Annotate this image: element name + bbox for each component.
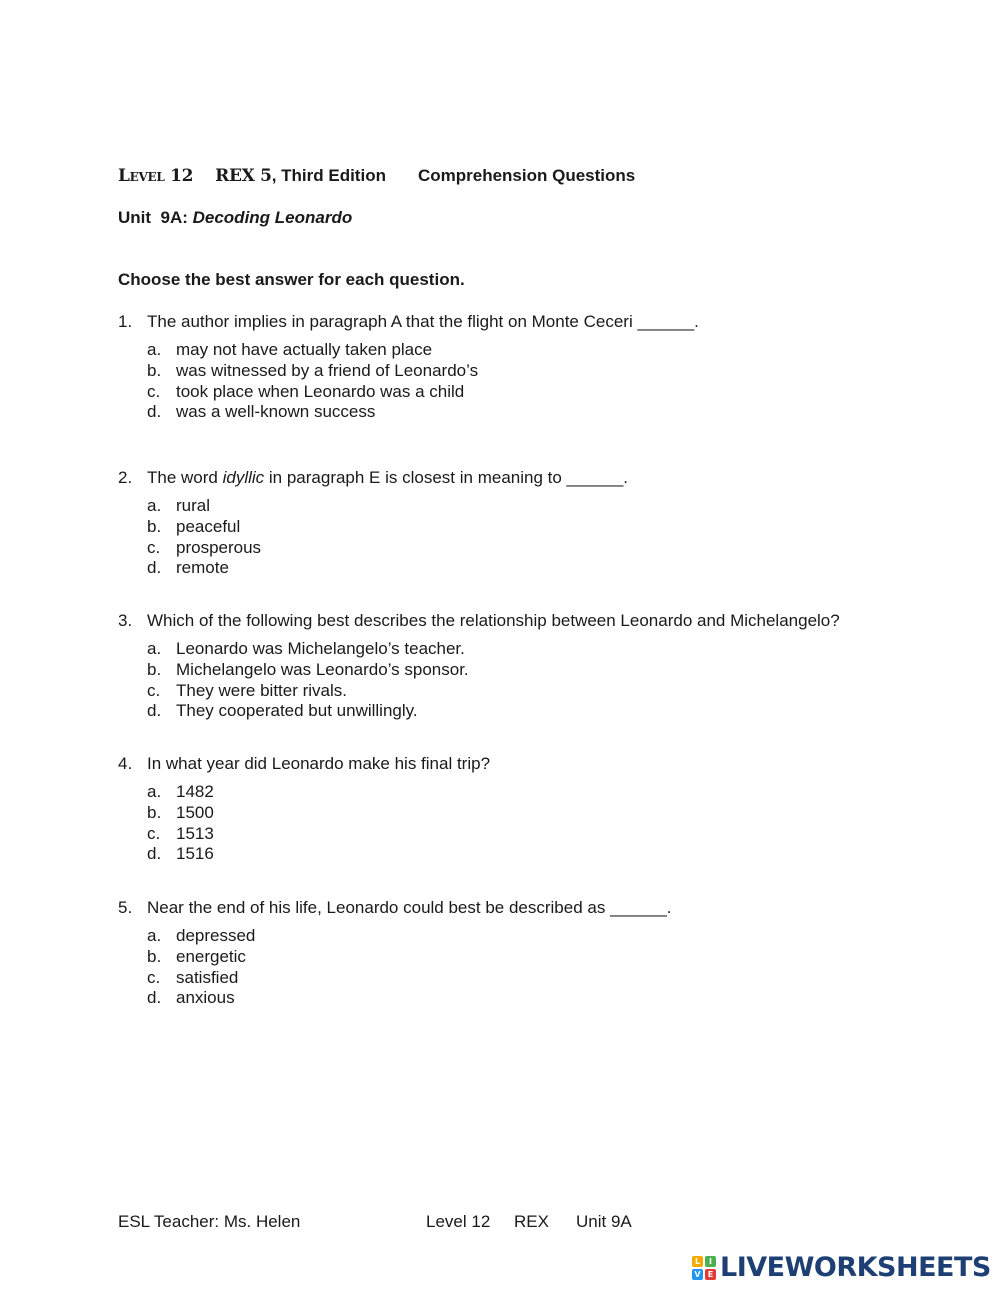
question-2 [118, 468, 978, 579]
question-5 [118, 898, 978, 1009]
option-text: 1500 [176, 802, 214, 822]
answer-option[interactable] [147, 782, 978, 803]
logo-square: I [705, 1256, 716, 1267]
option-text: 1482 [176, 782, 214, 801]
option-text: was witnessed by a friend of Leonardo’s [176, 360, 479, 380]
answer-options [147, 639, 978, 722]
question-number: 5. [118, 898, 133, 917]
question-text-part: in paragraph E is closest in meaning to ______. [264, 468, 628, 487]
answer-option[interactable] [147, 558, 978, 579]
answer-option[interactable] [147, 382, 978, 403]
option-letter: d. [147, 844, 162, 864]
question-text: In what year did Leonardo make his final trip? [147, 754, 491, 773]
footer-rex: REX [514, 1212, 549, 1231]
edition-label: , Third Edition [271, 166, 386, 185]
question-stem [118, 611, 978, 631]
question-text [147, 468, 628, 488]
unit-label: Unit 9A: [118, 208, 193, 227]
option-letter: b. [147, 946, 162, 966]
option-text: 1516 [176, 844, 214, 864]
answer-option[interactable] [147, 947, 978, 968]
option-text: may not have actually taken place [176, 340, 433, 359]
answer-option[interactable] [147, 660, 978, 681]
answer-option[interactable] [147, 538, 978, 559]
option-text: was a well-known success [176, 402, 376, 422]
answer-option[interactable] [147, 988, 978, 1009]
option-letter: a. [147, 340, 162, 359]
instructions: Choose the best answer for each question. [118, 270, 465, 289]
rex-label: REX 5 [215, 166, 272, 186]
option-letter: b. [147, 659, 162, 679]
answer-option[interactable] [147, 844, 978, 865]
question-text: The author implies in paragraph A that the flight on Monte Ceceri ______. [147, 312, 699, 331]
question-4 [118, 754, 978, 865]
unit-title: Decoding Leonardo [192, 208, 353, 227]
option-text: Leonardo was Michelangelo’s teacher. [176, 639, 465, 658]
section-label: Comprehension Questions [417, 166, 636, 185]
footer-teacher: ESL Teacher: Ms. Helen [118, 1212, 301, 1231]
option-letter: c. [147, 823, 161, 843]
footer-unit: Unit 9A [576, 1212, 632, 1231]
answer-options [147, 926, 978, 1009]
option-letter: d. [147, 402, 162, 422]
question-3 [118, 611, 978, 722]
page-footer [118, 1212, 632, 1232]
question-number: 4. [118, 754, 133, 773]
option-text: energetic [176, 946, 246, 966]
question-term: idyllic [222, 468, 265, 487]
option-text: anxious [176, 988, 235, 1008]
option-text: remote [176, 558, 229, 578]
answer-option[interactable] [147, 517, 978, 538]
logo-square: V [692, 1269, 703, 1280]
answer-option[interactable] [147, 340, 978, 361]
option-letter: d. [147, 701, 162, 721]
answer-option[interactable] [147, 701, 978, 722]
question-stem [118, 898, 978, 918]
answer-options [147, 496, 978, 579]
answer-option[interactable] [147, 496, 978, 517]
question-stem [118, 312, 978, 332]
logo-text: LIVEWORKSHEETS [720, 1252, 991, 1283]
answer-option[interactable] [147, 824, 978, 845]
answer-option[interactable] [147, 402, 978, 423]
liveworksheets-logo [692, 1252, 991, 1283]
option-letter: a. [147, 926, 162, 945]
question-text: Which of the following best describes the relationship between Leonardo and Michelangelo? [147, 611, 840, 630]
option-text: They cooperated but unwillingly. [176, 701, 418, 721]
answer-option[interactable] [147, 926, 978, 947]
answer-option[interactable] [147, 681, 978, 702]
answer-options [147, 782, 978, 865]
question-text-part: The word [147, 468, 223, 487]
question-text: Near the end of his life, Leonardo could best be described as ______. [147, 898, 672, 917]
option-letter: c. [147, 680, 161, 700]
option-letter: c. [147, 537, 161, 557]
answer-option[interactable] [147, 639, 978, 660]
level-label: Level 12 [118, 166, 194, 186]
logo-square: E [705, 1269, 716, 1280]
option-letter: a. [147, 782, 162, 801]
option-text: rural [176, 496, 211, 515]
option-letter: c. [147, 381, 161, 401]
option-text: satisfied [176, 967, 239, 987]
option-letter: d. [147, 988, 162, 1008]
worksheet-header [118, 166, 635, 186]
option-letter: a. [147, 639, 162, 658]
question-stem [118, 468, 978, 488]
answer-option[interactable] [147, 803, 978, 824]
answer-option[interactable] [147, 361, 978, 382]
logo-squares-icon [692, 1256, 716, 1280]
question-number: 2. [118, 468, 133, 487]
question-1 [118, 312, 978, 423]
option-letter: d. [147, 558, 162, 578]
option-letter: b. [147, 802, 162, 822]
option-letter: b. [147, 360, 162, 380]
option-text: took place when Leonardo was a child [176, 381, 465, 401]
option-text: They were bitter rivals. [176, 680, 347, 700]
option-text: prosperous [176, 537, 262, 557]
answer-option[interactable] [147, 968, 978, 989]
unit-heading [118, 208, 352, 228]
option-text: peaceful [176, 516, 241, 536]
answer-options [147, 340, 978, 423]
question-number: 3. [118, 611, 133, 630]
option-letter: b. [147, 516, 162, 536]
question-stem [118, 754, 978, 774]
logo-square: L [692, 1256, 703, 1267]
option-text: depressed [176, 926, 256, 945]
question-number: 1. [118, 312, 133, 331]
option-letter: c. [147, 967, 161, 987]
option-text: 1513 [176, 823, 214, 843]
option-text: Michelangelo was Leonardo’s sponsor. [176, 659, 469, 679]
footer-level: Level 12 [426, 1212, 491, 1231]
option-letter: a. [147, 496, 162, 515]
